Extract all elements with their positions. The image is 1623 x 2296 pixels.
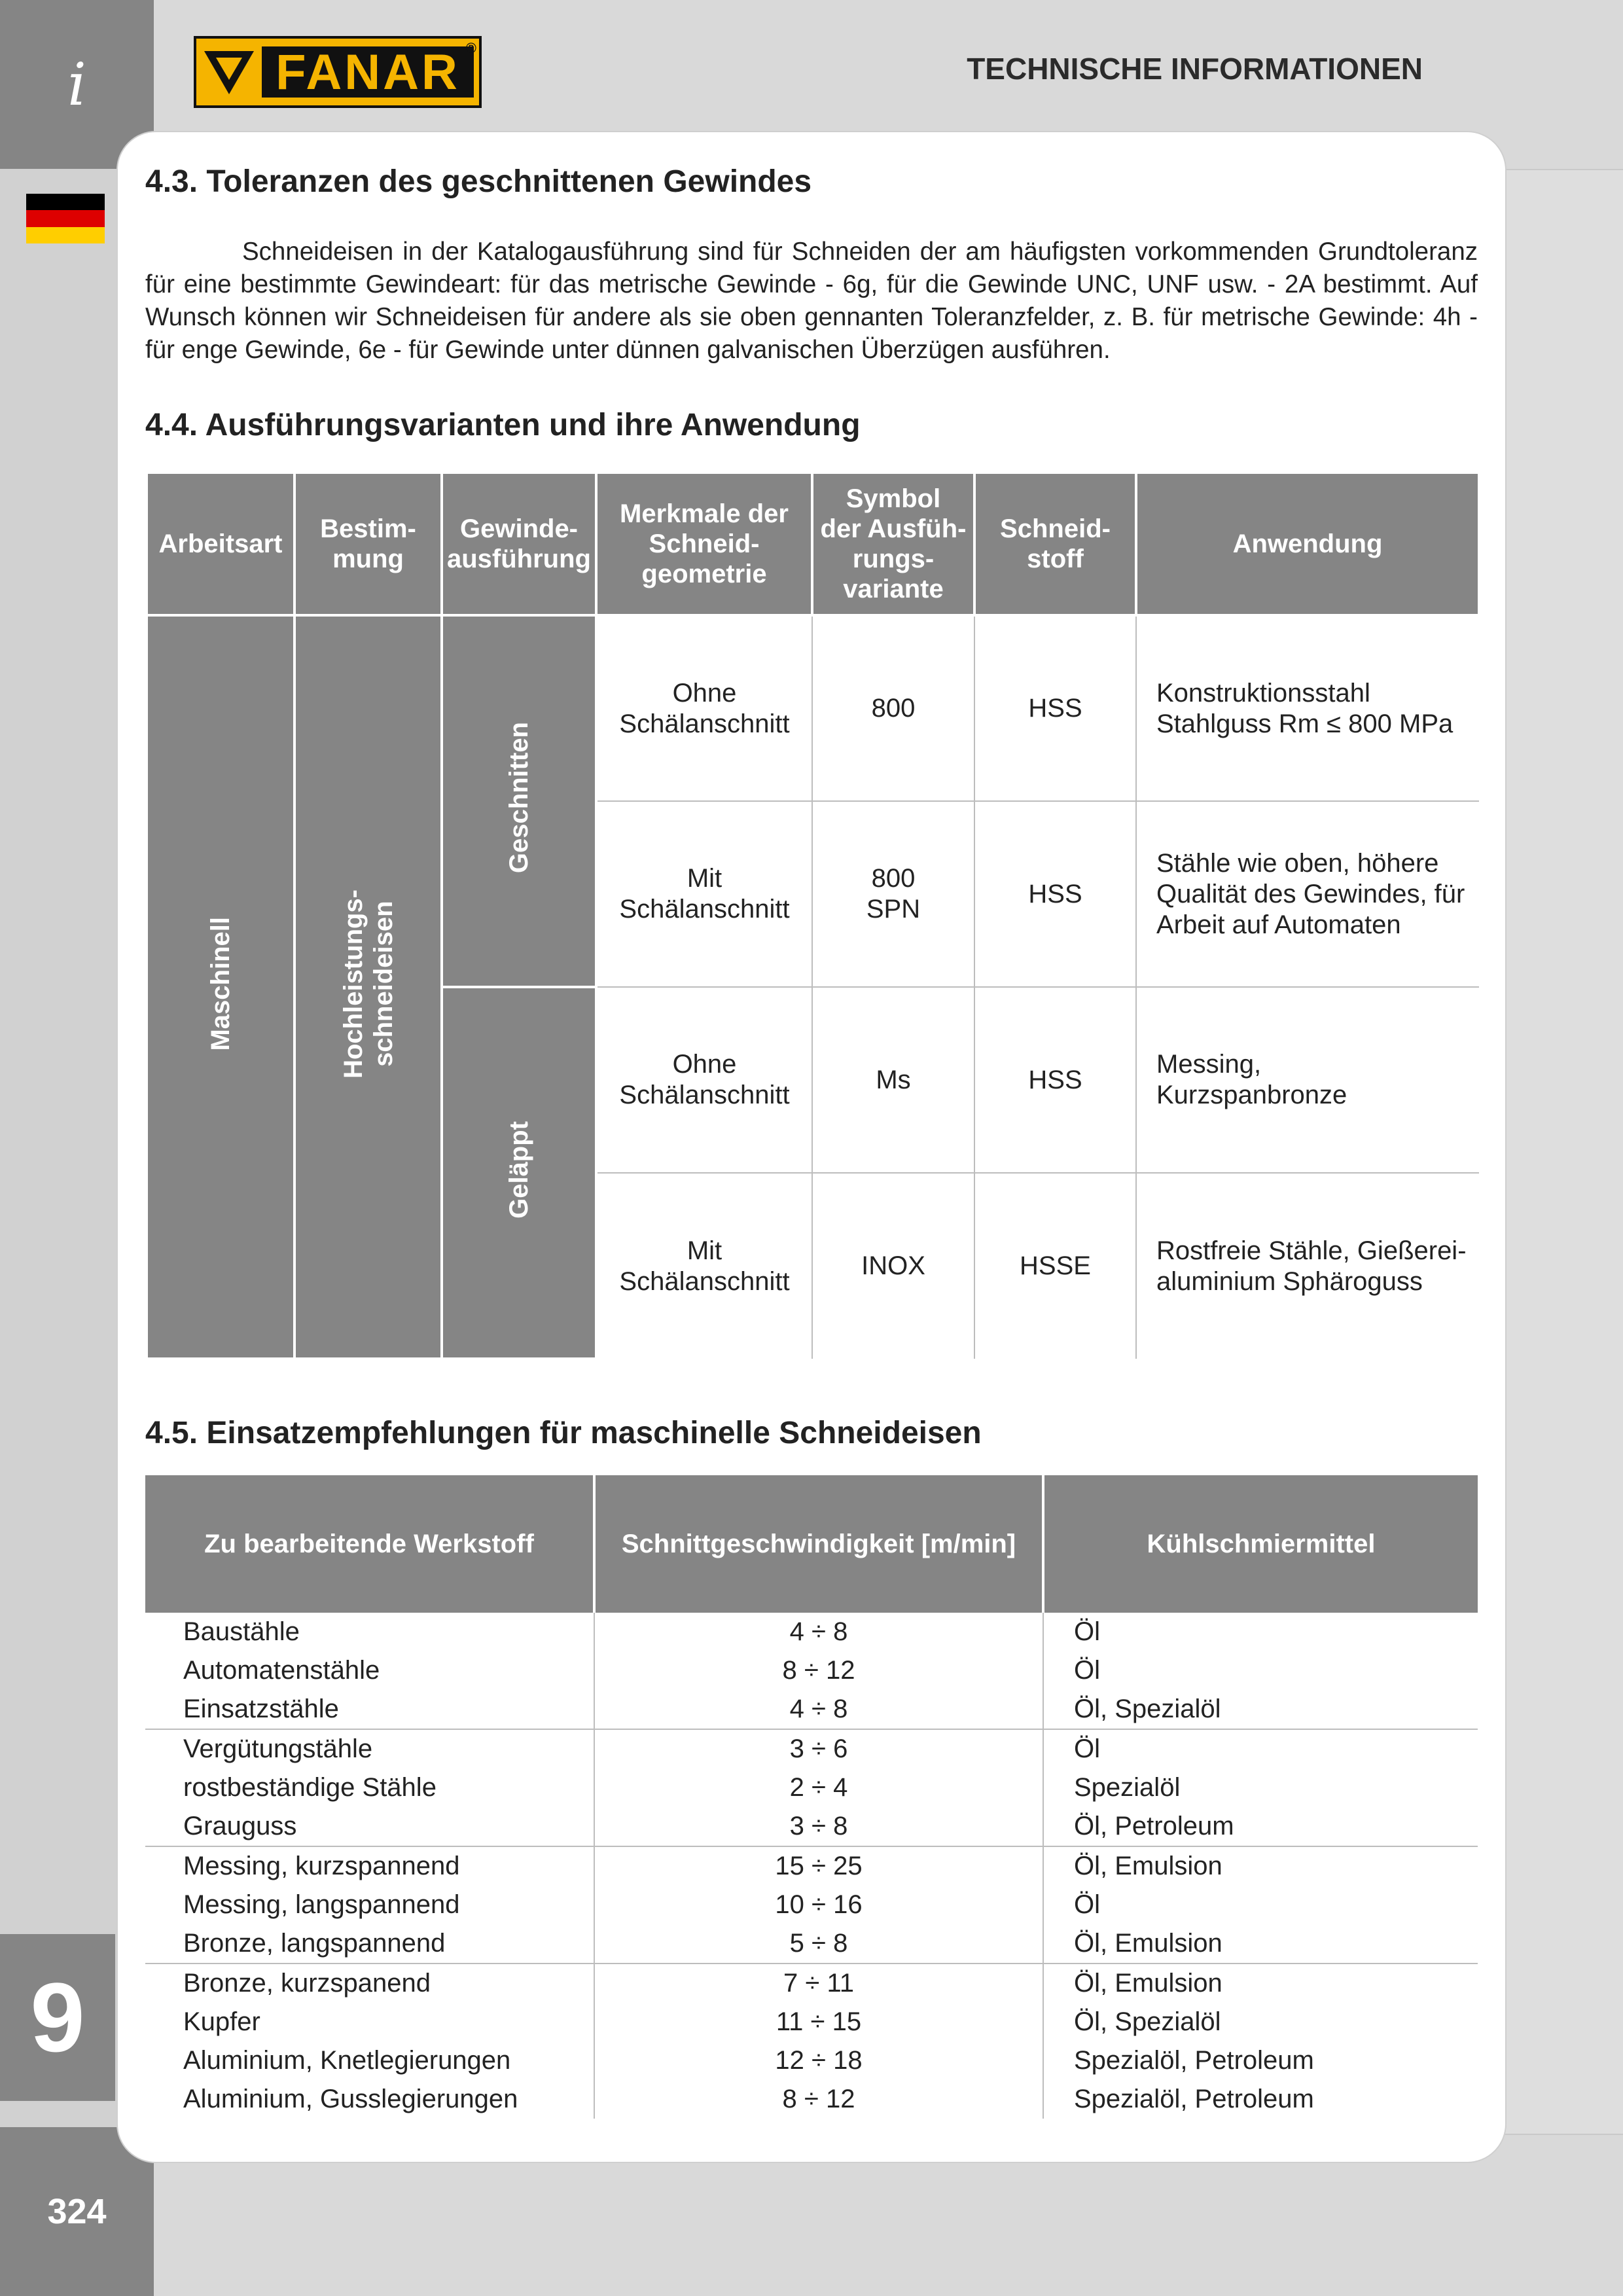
werkstoff-cell: Kupfer (145, 2003, 594, 2041)
coolant-cell: Öl (1074, 1890, 1100, 1919)
section-43-text: Schneideisen in der Katalogausführung sind für Schneiden der am häufigsten vorkommenden Grundtoleranz für eine bestimmte Gewindeart: für das metrische Gewinde - 6g, für die Gewinde UNC, UNF usw. - 2A bestimmt. Auf Wunsch können wir Schneideisen für andere als sie oben gennanten Toleranzfelder, z. B. für metrische Gewinde: 4h - für enge Gewinde, 6e - für Gewinde unter dünnen galvanischen Überzügen ausführen. (145, 238, 1478, 364)
col-header: Merkmale der Schneid- geometrie (596, 473, 812, 615)
recommendations-table (145, 1475, 1478, 2119)
speed-cell: 4 ÷ 8 (594, 1613, 1043, 1651)
ausfuehrung-cell: Geschnitten (442, 615, 596, 987)
bestimmung-cell: Hochleistungs- schneideisen (294, 615, 442, 1359)
table-row (145, 1690, 1478, 1729)
col-header: Anwendung (1136, 473, 1479, 615)
symbol-cell: Ms (812, 987, 974, 1173)
speed-cell: 2 ÷ 4 (594, 1768, 1043, 1807)
werkstoff-cell: rostbeständige Stähle (145, 1768, 594, 1807)
anwendung-cell: Stähle wie oben, höhere Qualität des Gewindes, für Arbeit auf Automaten (1136, 801, 1479, 987)
fanar-logo (194, 36, 482, 108)
stoff-cell: HSSE (974, 1173, 1136, 1359)
speed-cell: 12 ÷ 18 (594, 2041, 1043, 2080)
coolant-cell: Öl (1074, 1734, 1100, 1763)
speed-cell: 11 ÷ 15 (594, 2003, 1043, 2041)
merkmale-cell: Ohne Schälanschnitt (596, 615, 812, 801)
table-row (145, 1886, 1478, 1924)
coolant-cell: Öl, Emulsion (1074, 1969, 1222, 1998)
stoff-cell: HSS (974, 615, 1136, 801)
speed-cell: 5 ÷ 8 (594, 1924, 1043, 1964)
werkstoff-cell: Baustähle (145, 1613, 594, 1651)
table-row (145, 1613, 1478, 1651)
coolant-cell: Spezialöl (1074, 1773, 1181, 1802)
speed-cell: 3 ÷ 8 (594, 1807, 1043, 1846)
table-row (145, 1807, 1478, 1846)
coolant-cell: Öl, Petroleum (1043, 1807, 1478, 1846)
werkstoff-cell: Aluminium, Knetlegierungen (145, 2041, 594, 2080)
werkstoff-cell: Grauguss (145, 1807, 594, 1846)
ausfuehrung-cell: Geläppt (442, 987, 596, 1359)
section-45-title: 4.5. Einsatzempfehlungen für maschinelle Schneideisen (145, 1416, 982, 1450)
table-row (145, 2080, 1478, 2119)
col-header: Schneid- stoff (974, 473, 1136, 615)
merkmale-cell: Mit Schälanschnitt (596, 1173, 812, 1359)
col-header: Symbol der Ausfüh- rungs- variante (812, 473, 974, 615)
coolant-cell: Öl, Spezialöl (1043, 1690, 1478, 1729)
werkstoff-cell: Messing, langspannend (145, 1886, 594, 1924)
stoff-cell: HSS (974, 987, 1136, 1173)
info-icon: i (67, 50, 86, 119)
coolant-cell: Spezialöl, Petroleum (1074, 2046, 1314, 2075)
variants-table (145, 471, 1480, 1360)
header-title: TECHNISCHE INFORMATIONEN (967, 52, 1423, 86)
table-row (145, 1729, 1478, 1768)
symbol-cell: INOX (812, 1173, 974, 1359)
table-row (145, 1651, 1478, 1690)
stoff-cell: HSS (974, 801, 1136, 987)
werkstoff-cell: Einsatzstähle (145, 1690, 594, 1729)
werkstoff-cell: Messing, kurzspannend (145, 1846, 594, 1886)
arbeitsart-cell: Maschinell (147, 615, 294, 1359)
table-row (145, 1964, 1478, 2003)
coolant-cell: Öl (1074, 1617, 1100, 1646)
coolant-cell: Öl, Emulsion (1074, 1852, 1222, 1880)
speed-cell: 8 ÷ 12 (594, 1651, 1043, 1690)
werkstoff-cell: Aluminium, Gusslegierungen (145, 2080, 594, 2119)
speed-cell: 4 ÷ 8 (594, 1690, 1043, 1729)
speed-cell: 7 ÷ 11 (594, 1964, 1043, 2003)
logo-registered: ® (465, 40, 476, 56)
coolant-cell: Öl (1074, 1656, 1100, 1685)
table-row (145, 1924, 1478, 1964)
chapter-number: 9 (0, 1934, 115, 2101)
section-44-title: 4.4. Ausführungsvarianten und ihre Anwendung (145, 408, 861, 442)
merkmale-cell: Mit Schälanschnitt (596, 801, 812, 987)
col-header: Kühlschmiermittel (1043, 1475, 1478, 1613)
werkstoff-cell: Automatenstähle (145, 1651, 594, 1690)
col-header: Schnittgeschwindigkeit [m/min] (594, 1475, 1043, 1613)
col-header: Arbeitsart (147, 473, 294, 615)
table-row (145, 1768, 1478, 1807)
section-43-title: 4.3. Toleranzen des geschnittenen Gewindes (145, 164, 812, 199)
werkstoff-cell: Bronze, kurzspanend (145, 1964, 594, 2003)
col-header: Zu bearbeitende Werkstoff (145, 1475, 594, 1613)
logo-v-icon (196, 39, 262, 105)
anwendung-cell: Rostfreie Stähle, Gießerei- aluminium Sphäroguss (1136, 1173, 1479, 1359)
speed-cell: 10 ÷ 16 (594, 1886, 1043, 1924)
table-row (145, 2041, 1478, 2080)
speed-cell: 15 ÷ 25 (594, 1846, 1043, 1886)
speed-cell: 8 ÷ 12 (594, 2080, 1043, 2119)
symbol-cell: 800 SPN (812, 801, 974, 987)
anwendung-cell: Konstruktionsstahl Stahlguss Rm ≤ 800 MPa (1136, 615, 1479, 801)
page-number: 324 (0, 2127, 154, 2296)
werkstoff-cell: Vergütungstähle (145, 1729, 594, 1768)
coolant-cell: Öl, Emulsion (1043, 1924, 1478, 1964)
table-row (145, 1846, 1478, 1886)
logo-text: FANAR (262, 46, 474, 98)
merkmale-cell: Ohne Schälanschnitt (596, 987, 812, 1173)
german-flag-icon (26, 194, 105, 243)
table-row (147, 615, 1479, 801)
col-header: Gewinde- ausführung (442, 473, 596, 615)
coolant-cell: Spezialöl, Petroleum (1074, 2085, 1314, 2113)
table-row (145, 2003, 1478, 2041)
werkstoff-cell: Bronze, langspannend (145, 1924, 594, 1964)
speed-cell: 3 ÷ 6 (594, 1729, 1043, 1768)
col-header: Bestim- mung (294, 473, 442, 615)
coolant-cell: Öl, Spezialöl (1074, 2007, 1221, 2036)
anwendung-cell: Messing, Kurzspanbronze (1136, 987, 1479, 1173)
symbol-cell: 800 (812, 615, 974, 801)
